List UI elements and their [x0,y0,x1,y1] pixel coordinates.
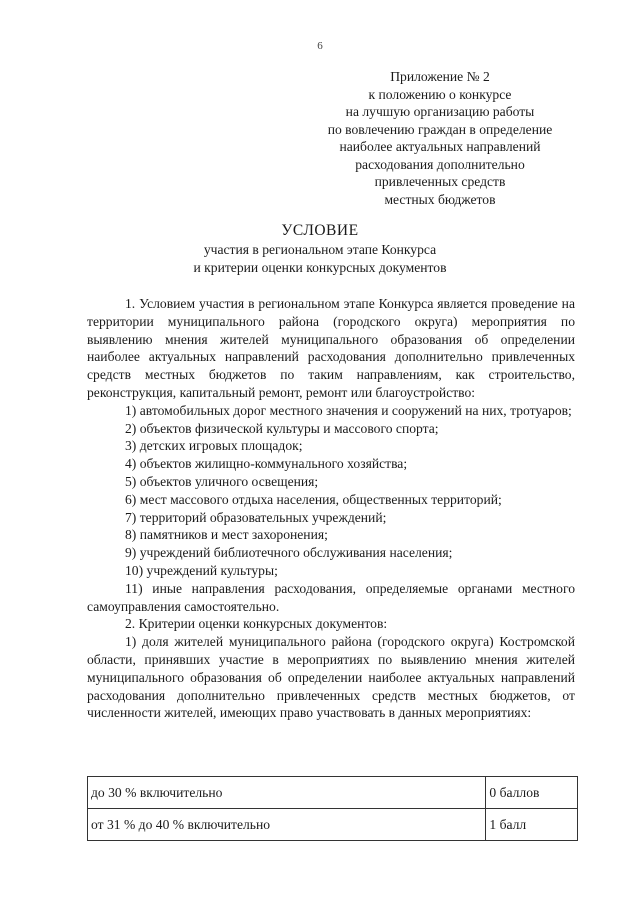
list-item: 6) мест массового отдыха населения, общественных территорий; [125,491,502,507]
list-item: 1) автомобильных дорог местного значения и сооружений на них, тротуаров; [125,402,572,418]
appendix-header [300,68,580,208]
title-subtitle-line2: и критерии оценки конкурсных документов [193,259,447,275]
appendix-line: местных бюджетов [384,191,496,207]
appendix-line: Приложение № 2 [390,69,490,84]
appendix-line: привлеченных средств [374,174,506,189]
table-row [88,809,578,841]
appendix-line: на лучшую организацию работы [345,104,535,119]
criteria-table [87,776,578,841]
list-item: 11) иные направления расходования, определяемые органами местного самоуправления самостоятельно. [87,580,575,614]
appendix-line: к положению о конкурсе [368,86,512,102]
appendix-line: по вовлечению граждан в определение [327,121,553,137]
table-row [88,777,578,809]
table-cell-score: 0 баллов [486,777,578,809]
paragraph-criteria: 2. Критерии оценки конкурсных документов: [125,616,388,632]
list-item: 7) территорий образовательных учреждений; [125,509,387,525]
list-item: 3) детских игровых площадок; [125,438,303,454]
table-cell-score: 1 балл [486,809,578,841]
title-subtitle-line1: участия в региональном этапе Конкурса [203,242,437,257]
list-item: 4) объектов жилищно-коммунального хозяйства; [125,456,408,472]
paragraph-criterion-1: 1) доля жителей муниципального района (городского округа) Костромской области, принявших участие в мероприятиях по выявлению мнения жителей муниципального образования об определении наиболее актуальных направлений расходования дополнительно привлеченных средств местных бюджетов, от численности жителей, имеющих право участвовать в данных мероприятиях: [87,634,575,721]
page-number: 6 [317,40,323,52]
list-item: 9) учреждений библиотечного обслуживания населения; [125,545,453,561]
document-body [87,295,575,722]
paragraph-condition: 1. Условием участия в региональном этапе Конкурса является проведение на территории муниципального района (городского округа) мероприятия по выявлению мнения жителей муниципального образования об определении наиболее актуальных направлений расходования дополнительно привлеченных средств местных бюджетов по таким направлениям, как строительство, реконструкция, капитальный ремонт, ремонт или благоустройство: [87,296,575,400]
list-item: 5) объектов уличного освещения; [125,473,319,489]
title-main: УСЛОВИЕ [281,222,359,239]
document-title [0,221,640,276]
appendix-line: наиболее актуальных направлений [339,139,541,154]
table-cell-range: до 30 % включительно [88,777,486,809]
list-item: 8) памятников и мест захоронения; [125,527,328,543]
list-item: 2) объектов физической культуры и массового спорта; [125,420,439,436]
list-item: 10) учреждений культуры; [125,562,278,578]
table-cell-range: от 31 % до 40 % включительно [88,809,486,841]
appendix-line: расходования дополнительно [355,156,525,172]
